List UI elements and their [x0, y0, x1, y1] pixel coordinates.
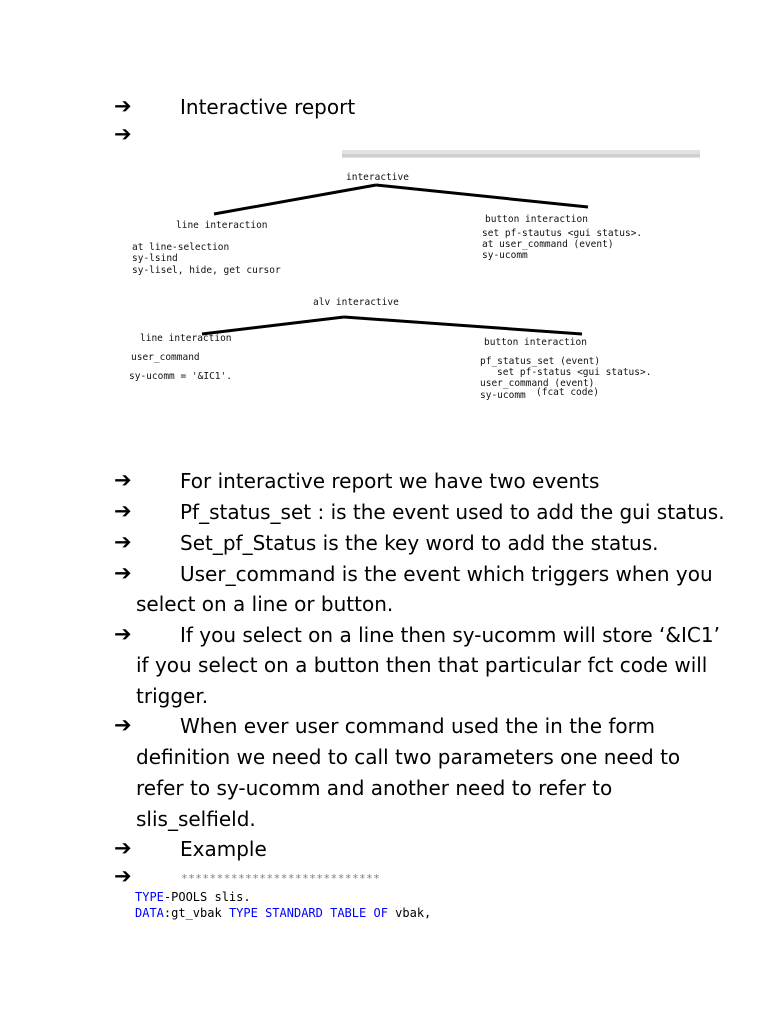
arrow-icon: ➔: [114, 122, 132, 146]
arrow-icon: ➔: [114, 622, 132, 646]
bullet-text: Set_pf_Status is the key word to add the status.: [180, 531, 659, 555]
arrow-icon: ➔: [114, 468, 132, 492]
top-left-line: at line-selection: [132, 242, 230, 253]
top-left-title: line interaction: [176, 220, 268, 231]
fcat-note: (fcat code): [536, 387, 599, 398]
bottom-title: alv interactive: [313, 297, 399, 308]
top-right-title: button interaction: [485, 214, 588, 225]
bullet-text: If you select on a line then sy-ucomm will store ‘&IC1’: [180, 623, 720, 647]
bullet-text: select on a line or button.: [136, 592, 394, 616]
bullet-text: For interactive report we have two events: [180, 469, 600, 493]
bullet-text: trigger.: [136, 684, 209, 708]
tree-branch: [344, 317, 582, 334]
tree-branch: [214, 185, 376, 214]
heading: Interactive report: [180, 95, 356, 119]
diagram-shadow: [342, 154, 700, 157]
bullet-text: refer to sy-ucomm and another need to refer to: [136, 776, 613, 800]
bottom-right-line: pf_status_set (event): [480, 356, 601, 367]
bullet-text: Example: [180, 837, 267, 861]
bullet-text: Pf_status_set : is the event used to add the gui status.: [180, 500, 725, 524]
code-text: :gt_vbak: [163, 906, 229, 920]
top-left-line: sy-lsind: [132, 253, 178, 264]
arrow-icon: ➔: [114, 836, 132, 860]
arrow-icon: ➔: [114, 713, 132, 737]
bottom-right-line: user_command (event): [480, 378, 595, 389]
bullet-text: User_command is the event which triggers when you: [180, 562, 713, 586]
top-right-line: set pf-stautus <gui status>.: [482, 228, 643, 239]
code-text: vbak,: [387, 906, 432, 920]
arrow-icon: ➔: [114, 561, 132, 585]
code-keyword: STANDARD: [265, 906, 323, 920]
code-comment-stars: ****************************: [181, 872, 381, 885]
diagram-top-title: interactive: [346, 172, 409, 183]
interactive-report-diagram: [110, 145, 710, 415]
bullet-text: definition we need to call two parameters one need to: [136, 745, 681, 769]
top-right-line: at user_command (event): [482, 239, 614, 250]
code-keyword: OF: [373, 906, 388, 920]
code-keyword: TYPE: [135, 890, 164, 904]
top-left-line: sy-lisel, hide, get cursor: [132, 265, 281, 276]
bottom-left-title: line interaction: [140, 333, 232, 344]
bottom-right-line: sy-ucomm: [480, 390, 526, 401]
bottom-left-line: user_command: [131, 352, 200, 363]
bottom-left-line: sy-ucomm = '&IC1'.: [129, 371, 232, 382]
bottom-right-line: set pf-status <gui status>.: [497, 367, 652, 378]
bullet-text: slis_selfield.: [136, 807, 256, 831]
code-text: -POOLS slis.: [163, 890, 251, 904]
bullet-text: if you select on a button then that particular fct code will: [136, 653, 708, 677]
bottom-right-title: button interaction: [484, 337, 587, 348]
code-line: [135, 905, 431, 921]
top-right-line: sy-ucomm: [482, 250, 528, 261]
arrow-icon: ➔: [114, 94, 132, 118]
arrow-icon: ➔: [114, 530, 132, 554]
bullet-text: When ever user command used the in the form: [180, 714, 656, 738]
code-line: [135, 889, 251, 905]
tree-branch: [376, 185, 588, 207]
code-keyword: TYPE: [228, 906, 258, 920]
tree-branch: [202, 317, 344, 334]
arrow-icon: ➔: [114, 864, 132, 888]
code-keyword: TABLE: [330, 906, 367, 920]
arrow-icon: ➔: [114, 499, 132, 523]
code-keyword: DATA: [135, 906, 164, 920]
